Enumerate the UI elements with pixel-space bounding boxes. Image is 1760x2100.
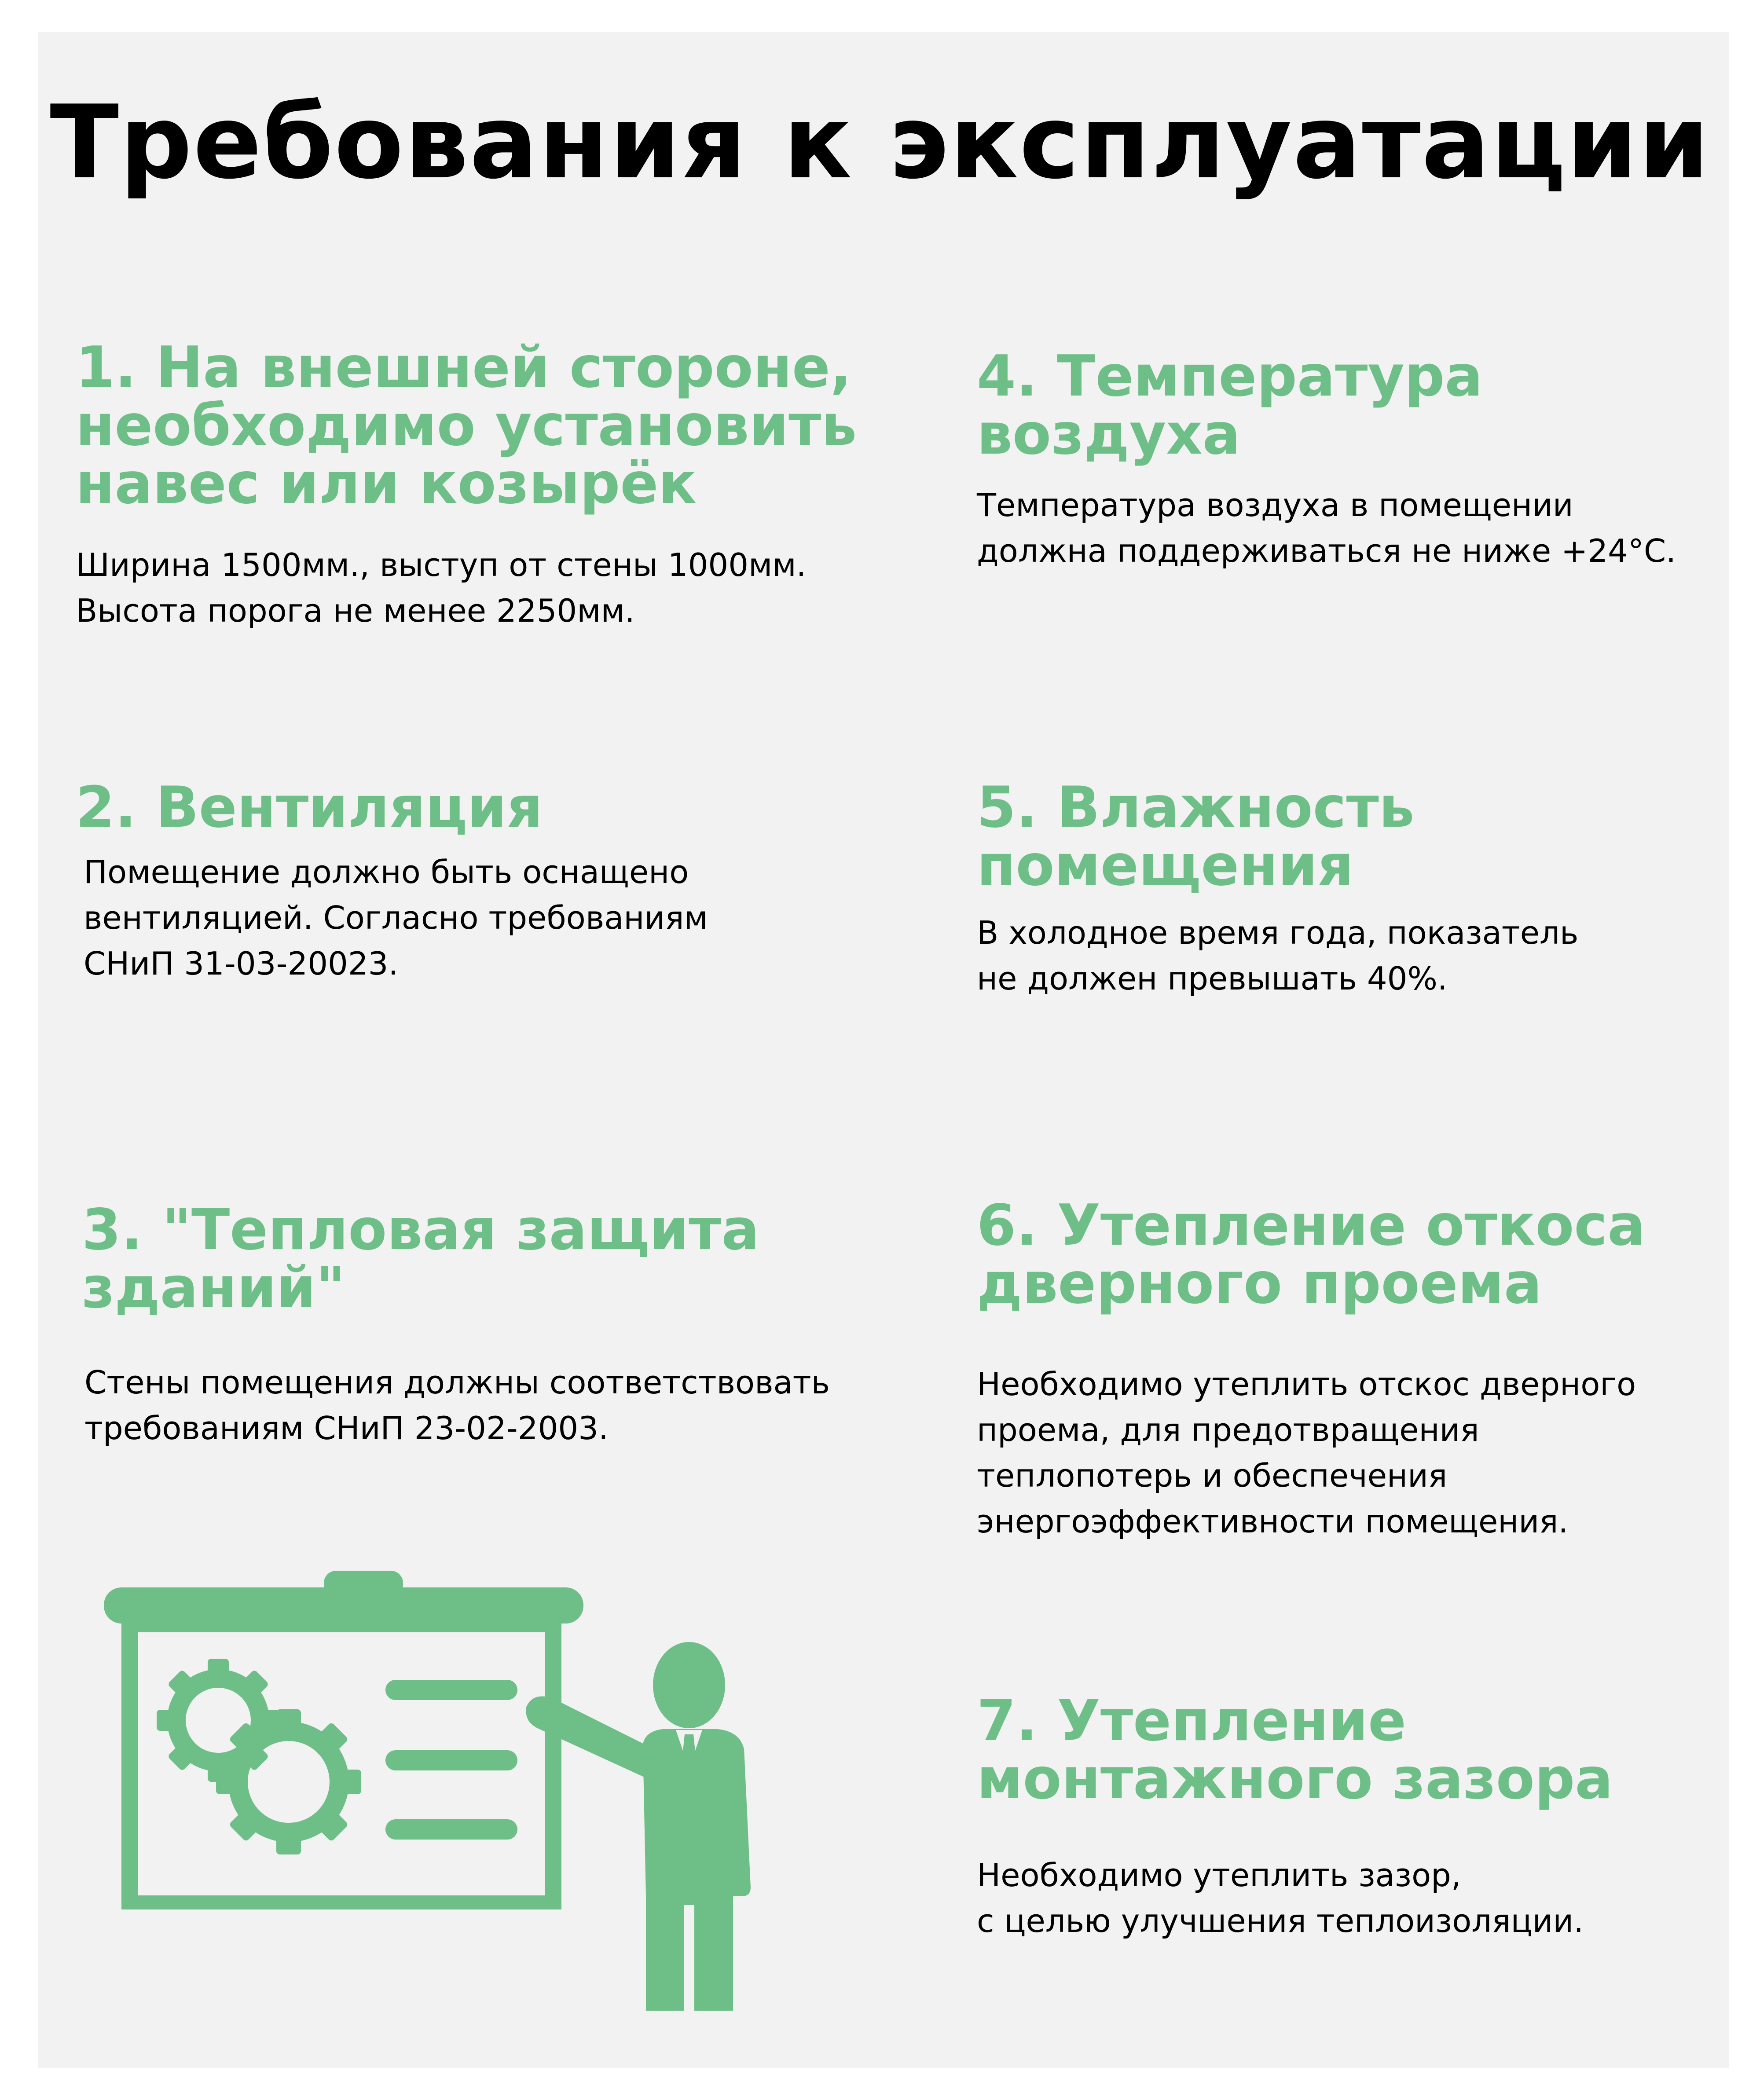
section-7-title-line-2: монтажного зазора [977, 1746, 1613, 1812]
section-3-title-line-2: зданий" [82, 1255, 345, 1321]
section-5-title [977, 775, 1760, 898]
section-7-title-line-1: 7. Утепление [977, 1688, 1406, 1754]
section-1-text-line-1: Ширина 1500мм., выступ от стены 1000мм. [76, 546, 807, 583]
section-6-title-line-1: 6. Утепление откоса [977, 1193, 1646, 1258]
section-6-text-line-2: проема, для предотвращения [977, 1411, 1479, 1448]
section-4-title-line-1: 4. Температура воздуха [977, 344, 1483, 467]
section-6-text [977, 1361, 1646, 1544]
section-1-text-line-2: Высота порога не менее 2250мм. [76, 592, 635, 629]
section-6-text-line-4: энергоэффективности помещения. [977, 1503, 1569, 1540]
section-3-title-line-1: 3. "Тепловая защита [82, 1197, 759, 1263]
section-7-text [977, 1852, 1613, 1944]
section-5-text-line-1: В холодное время года, показатель [977, 914, 1579, 951]
section-1-title-line-2: необходимо установить [76, 393, 857, 458]
section-6-title [977, 1193, 1646, 1316]
section-2-title [76, 775, 708, 840]
section-2-text-line-3: СНиП 31-03-20023. [84, 945, 399, 982]
section-1 [76, 335, 857, 634]
section-3-text-line-2: требованиям СНиП 23-02-2003. [84, 1410, 609, 1447]
section-1-text [76, 542, 857, 634]
section-6-text-line-3: теплопотерь и обеспечения [977, 1457, 1448, 1494]
section-7-text-line-1: Необходимо утеплить зазор, [977, 1857, 1461, 1894]
section-2-text [84, 849, 708, 986]
section-2-text-line-1: Помещение должно быть оснащено [84, 854, 689, 891]
section-5-text-line-2: не должен превышать 40%. [977, 960, 1448, 997]
section-2-title-line-1: 2. Вентиляция [76, 775, 543, 840]
page-title: Требования к эксплуатации [50, 84, 1710, 202]
section-6 [977, 1193, 1646, 1544]
section-4-text-line-2: должна поддерживаться не ниже +24°С. [977, 532, 1676, 569]
section-6-title-line-2: дверного проема [977, 1251, 1542, 1316]
section-4-title [977, 344, 1760, 467]
section-6-text-line-1: Необходимо утеплить отскос дверного [977, 1366, 1636, 1403]
section-2 [76, 775, 708, 986]
section-7 [977, 1688, 1613, 1944]
section-7-title [977, 1688, 1613, 1812]
section-3-text [84, 1360, 830, 1451]
section-1-title-line-1: 1. На внешней стороне, [76, 335, 852, 400]
section-4-text [977, 482, 1760, 574]
section-1-title-line-3: навес или козырёк [76, 451, 697, 517]
section-5-text [977, 910, 1760, 1001]
section-3-text-line-1: Стены помещения должны соответствовать [84, 1364, 830, 1401]
section-2-text-line-2: вентиляцией. Согласно требованиям [84, 899, 708, 936]
presenter-board-gears-icon [104, 1571, 755, 2015]
section-7-text-line-2: с целью улучшения теплоизоляции. [977, 1902, 1584, 1939]
section-3-title [82, 1197, 830, 1321]
section-4-text-line-1: Температура воздуха в помещении [977, 487, 1573, 524]
section-4 [977, 344, 1760, 574]
section-5 [977, 775, 1760, 1001]
section-3 [82, 1197, 830, 1451]
section-5-title-line-1: 5. Влажность помещения [977, 775, 1415, 898]
section-1-title [76, 335, 857, 517]
